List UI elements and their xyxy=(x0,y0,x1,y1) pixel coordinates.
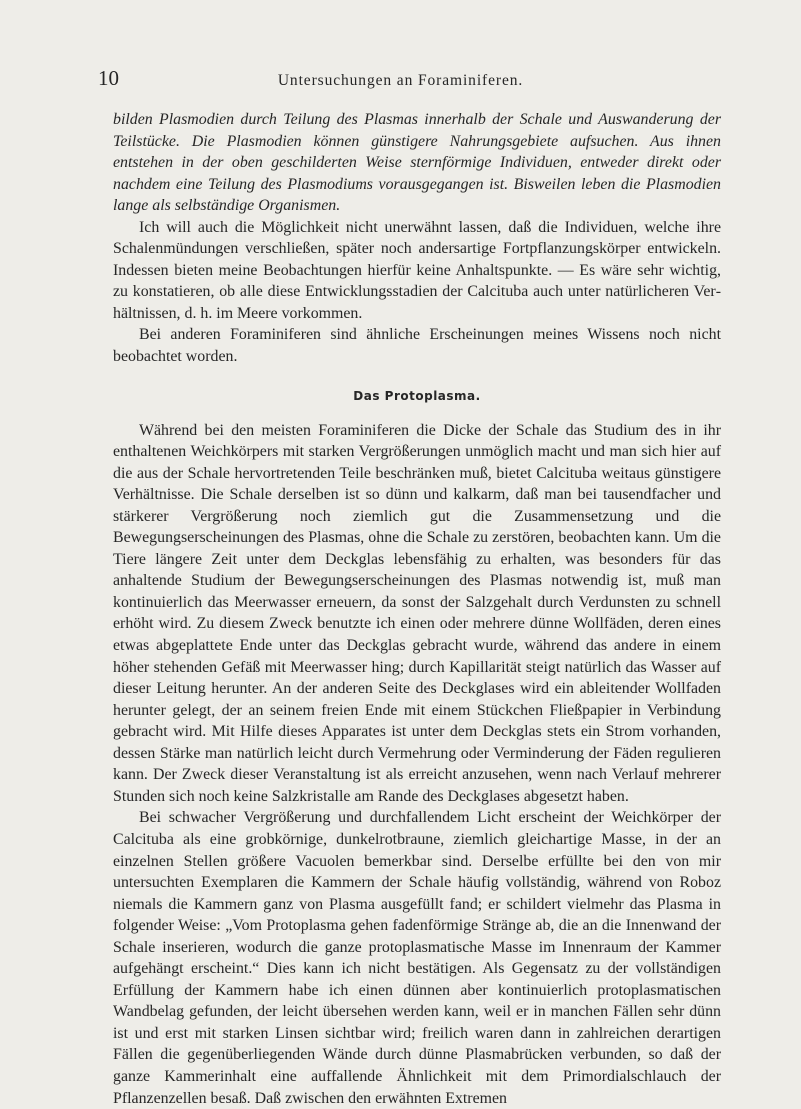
paragraph-5: Bei schwacher Vergrößerung und durchfallendem Licht erscheint der Weichkörper der Calcituba als eine grobkörnige, dunkelrotbraune, ziemlich gleichartige Masse, in der an einzelnen Stellen größere Vacuolen bemerkbar sind. Derselbe erfüllte bei den von mir untersuchten Exemplaren die Kammern der Schale häufig vollständig, während von Roboz niemals die Kammern ganz von Plasma ausgefüllt fand; er schildert vielmehr das Plasma in folgender Weise: „Vom Protoplasma gehen fadenförmige Stränge ab, die an die Innenwand der Schale inserieren, wodurch die ganze protoplasmatische Masse im Innenraum der Kammer aufgehängt erscheint.“ Dies kann ich nicht bestätigen. Als Gegensatz zu der vollständigen Erfüllung der Kammern habe ich einen dünnen aber kontinuierlich protoplasmatischen Wandbelag gefunden, der leicht übersehen werden kann, weil er in manchen Fällen sehr dünn ist und erst mit starken Linsen sichtbar wird; freilich waren dann in zahlreichen derartigen Fällen die gegenüberliegenden Wände durch dünne Plasmabrücken verbunden, so daß der ganze Kammerinhalt eine auffallende Ähnlichkeit mit dem Primordialschlauch der Pflanzenzellen besaß. Daß zwischen den erwähnten Extremen xyxy=(113,809,721,1107)
page-body xyxy=(113,109,721,1109)
page-number: 10 xyxy=(98,66,119,90)
paragraph-4: Während bei den meisten Foraminiferen die Dicke der Schale das Studium des in ihr enthaltenen Weichkörpers mit starken Vergrößerungen unmöglich macht und man sich hier auf die aus der Schale hervortretenden Teile beschränken muß, bietet Calcituba weitaus günstigere Verhältnisse. Die Schale derselben ist so dünn und kalkarm, daß man bei tausendfacher und stärkerer Vergrößerung noch ziemlich gut die Zusammensetzung und die Bewegungserscheinungen des Plasmas, ohne die Schale zu zerstören, beobachten kann. Um die Tiere längere Zeit unter dem Deckglas lebensfähig zu erhalten, was besonders für das anhaltende Studium der Bewegungserscheinungen des Plasmas notwendig ist, muß man kontinuierlich das Meerwasser erneuern, da sonst der Salzgehalt durch Verdunsten zu schnell erhöht wird. Zu diesem Zweck benutzte ich einen oder mehrere dünne Wollfäden, deren eines etwas abgeplattete Ende unter das Deckglas gebracht wurde, während das andere in einem höher stehenden Gefäß mit Meerwasser hing; durch Kapillarität steigt natürlich das Wasser auf dieser Leitung herunter. An der anderen Seite des Deckglases wird ein ableitender Wollfaden herunter gelegt, der an seinem freien Ende mit einem Stückchen Fließpapier in Verbindung gebracht wird. Mit Hilfe dieses Apparates ist unter dem Deckglas stets ein Strom vorhanden, dessen Stärke man natürlich leicht durch Vermehrung oder Verminderung der Fäden regulieren kann. Der Zweck dieser Veranstaltung ist als erreicht anzusehen, wenn nach Verlauf mehrerer Stunden sich noch keine Salzkristalle am Rande des Deckglases abgesetzt haben. xyxy=(113,421,721,805)
section-heading: Das Protoplasma. xyxy=(353,388,481,403)
running-title: Untersuchungen an Foraminiferen. xyxy=(277,72,524,89)
paragraph-3: Bei anderen Foraminiferen sind ähnliche Erscheinungen meines Wissens noch nicht beobachtet worden. xyxy=(113,326,721,366)
paragraph-2: Ich will auch die Möglichkeit nicht unerwähnt lassen, daß die Individuen, welche ihre Schalenmündungen verschließen, später noch andersartige Fortpflanzungskörper entwickeln. Indessen bieten meine Beobachtungen hierfür keine Anhaltspunkte. — Es wäre sehr wichtig, zu konstatieren, ob alle diese Entwicklungsstadien der Calcituba auch unter natürlicheren Verhältnissen, d. h. im Meere vorkommen. xyxy=(113,218,721,322)
paragraph-1: bilden Plasmodien durch Teilung des Plasmas innerhalb der Schale und Auswanderung der Teilstücke. Die Plasmodien können günstigere Nahrungsgebiete aufsuchen. Aus ihnen entstehen in der oben geschilderten Weise sternförmige Individuen, entweder direkt oder nachdem eine Teilung des Plasmodiums vorausgegangen ist. Bisweilen leben die Plasmodien lange als selbständige Organismen. xyxy=(113,111,721,215)
